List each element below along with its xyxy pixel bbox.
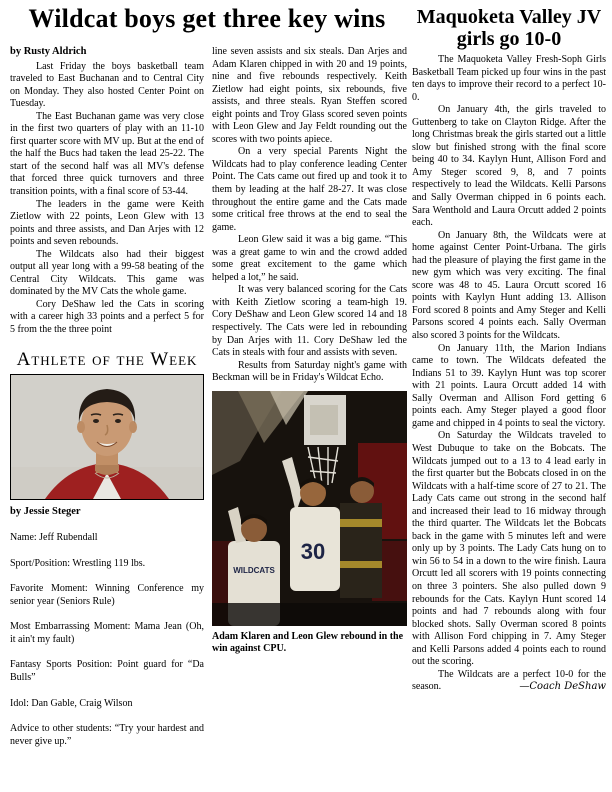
athlete-qa-item: Fantasy Sports Position: Point guard for “Da Bulls” xyxy=(10,659,204,683)
jv-paragraph: On January 8th, the Wildcats were at home against Center Point-Urbana. The girls had the pleasure of playing the first game in the new gym which was very exciting. The final score was 48 to 45. Laura Orcutt scored 16 points with Kaylyn Hunt adding 13. Allison Ford scored 8 points and Amy Steger and Kelli Parsons scored 4 points each. Sally Overman also scored 3 points for the Wildcats. xyxy=(412,229,606,342)
article-column-2 xyxy=(212,46,407,655)
athlete-qa-item: Idol: Dan Gable, Craig Wilson xyxy=(10,697,133,709)
jv-paragraph: The Maquoketa Valley Fresh-Soph Girls Basketball Team picked up four wins in the past ten days to improve their record to a perfect 10-0. xyxy=(412,54,606,103)
athlete-heading: Athlete of the Week xyxy=(16,348,198,370)
jv-paragraph: On January 11th, the Marion Indians came to town. The Wildcats defeated the Indians 51 to 39. Kaylyn Hunt was top scorer with 21 points. Laura Orcutt added 14 with Sally Overman and Allison Ford getting 6 points each. Amy Steger played a good floor game and chipped in 4 points to seal the victory. xyxy=(412,342,606,429)
svg-text:30: 30 xyxy=(300,538,326,564)
jv-signature: —Coach DeShaw xyxy=(519,681,606,693)
article-paragraph: On a very special Parents Night the Wildcats had to play conference leading Center Point. The Cats came out fired up and took it to them by leading at the half 28-27. It was close throughout the entire game and the Cats made some critical free throws at the end to seal the game. xyxy=(212,146,407,233)
svg-text:WILDCATS: WILDCATS xyxy=(233,565,275,575)
article-paragraph: It was very balanced scoring for the Cats with Keith Zietlow scoring a team-high 19. Cory DeShaw and Leon Glew scored 14 and 18 respectively. The Cats were led in rebounding by Dan Arjes with 11. Cory DeShaw led the Cats in steals with four and assists with seven. xyxy=(212,284,407,359)
jv-closing: The Wildcats are a perfect 10-0 for the season. xyxy=(412,668,606,693)
article-paragraph: line seven assists and six steals. Dan Arjes and Adam Klaren chipped in with 20 and 19 points, nine and five rebounds respectively. Keith Zietlow had eight points, six rebounds, five assists, and three steals. Ryan Steffen scored eight points and Troy Glass scored seven points with Leon Glew and Jay Feldt rounding out the scores with two points apiece. xyxy=(212,46,407,145)
athlete-qa-item: Most Embarrassing Moment: Mama Jean (Oh, it ain't my fault) xyxy=(10,621,204,645)
athlete-qa-item: Sport/Position: Wrestling 119 lbs. xyxy=(10,557,146,569)
athlete-photo xyxy=(11,375,203,499)
action-photo xyxy=(212,391,407,626)
jv-paragraph: On Saturday the Wildcats traveled to West Dubuque to take on the Bobcats. The Wildcats jumped out to a 13 to 4 lead early in the first quarter but the Bobcats closed in on the Wildcats with a half-time score of 27 to 21. The Lady Cats came out strong in the second half and increased their lead to 16 midway through the third quarter. The Wildcats let the Bobcats back in the game with 5 minutes left and were only up by 3 points. The Lady Cats hung on to win 56 to 54 in a down to the wire finish. Laura Orcutt led all scorers with 19 points connecting on three 3 pointers. She also pulled down 9 rebounds for the Cats. Kaylyn Hunt scored 14 points and had 7 rebounds along with four blocked shots. Sally Overman scored 8 points with Allison Ford chipping in 7. Amy Steger and Kelli Parsons added 4 points each to round out the scoring. xyxy=(412,430,606,668)
athlete-qa-item: Name: Jeff Rubendall xyxy=(10,532,98,544)
article-paragraph: Leon Glew said it was a big game. “This was a great game to win and the crowd added some great excitement to the game which helped a lot,” he said. xyxy=(212,234,407,283)
action-photo-frame xyxy=(212,391,407,626)
article-column-1 xyxy=(10,46,204,761)
main-article-headline: Wildcat boys get three key wins xyxy=(28,4,386,33)
athlete-byline: by Jessie Steger xyxy=(10,505,81,517)
article-paragraph: The leaders in the game were Keith Zietlow with 22 points, Leon Glew with 13 points and three assists, and Dan Arjes with 12 points and seven rebounds. xyxy=(10,198,204,248)
article-paragraph: Cory DeShaw led the Cats in scoring with a career high 33 points and a perfect 5 for 5 from the the three point xyxy=(10,298,204,336)
article-paragraph: Results from Saturday night's game with Beckman will be in Friday's Wildcat Echo. xyxy=(212,359,407,384)
jv-article-column xyxy=(412,6,606,694)
jv-headline: Maquoketa Valley JV girls go 10-0 xyxy=(416,6,602,50)
athlete-photo-frame xyxy=(10,374,204,500)
jv-paragraph: On January 4th, the girls traveled to Guttenberg to take on Clayton Ridge. After the long Christmas break the girls started out a little slow but finished strong with the final score being 40 to 34. Kaylyn Hunt, Allison Ford and Amy Steger scored 9, 8, and 7 points respectively to lead the Wildcats. Kelli Parsons and Sally Overman chipped in 6 points each. Sara Wenthold and Laura Orcutt added 2 points each. xyxy=(412,104,606,229)
article-paragraph: The Wildcats also had their biggest output all year long with a 99-58 beating of the Central City Wildcats. This game was dominated by the MV Cats the whole game. xyxy=(10,248,204,298)
article-paragraph: The East Buchanan game was very close in the first two quarters of play with an 11-10 first quarter score with MV up. But at the end of the half the Bucs had taken the lead 25-22. The start of the second half was all MV's defense that forced three quick turnovers and three transition points, with a final score of 53-44. xyxy=(10,110,204,198)
athlete-section xyxy=(10,349,204,749)
athlete-qa-item: Advice to other students: “Try your hardest and never give up.” xyxy=(10,723,204,747)
athlete-qa-item: Favorite Moment: Winning Conference my senior year (Seniors Rule) xyxy=(10,583,204,607)
athlete-qa-list xyxy=(10,532,204,748)
action-photo-caption: Adam Klaren and Leon Glew rebound in the win against CPU. xyxy=(212,630,404,654)
main-article-byline: by Rusty Aldrich xyxy=(10,46,87,57)
article-paragraph: Last Friday the boys basketball team traveled to East Buchanan and to Central City on Monday. They also hosted Center Point on Tuesday. xyxy=(10,60,204,110)
